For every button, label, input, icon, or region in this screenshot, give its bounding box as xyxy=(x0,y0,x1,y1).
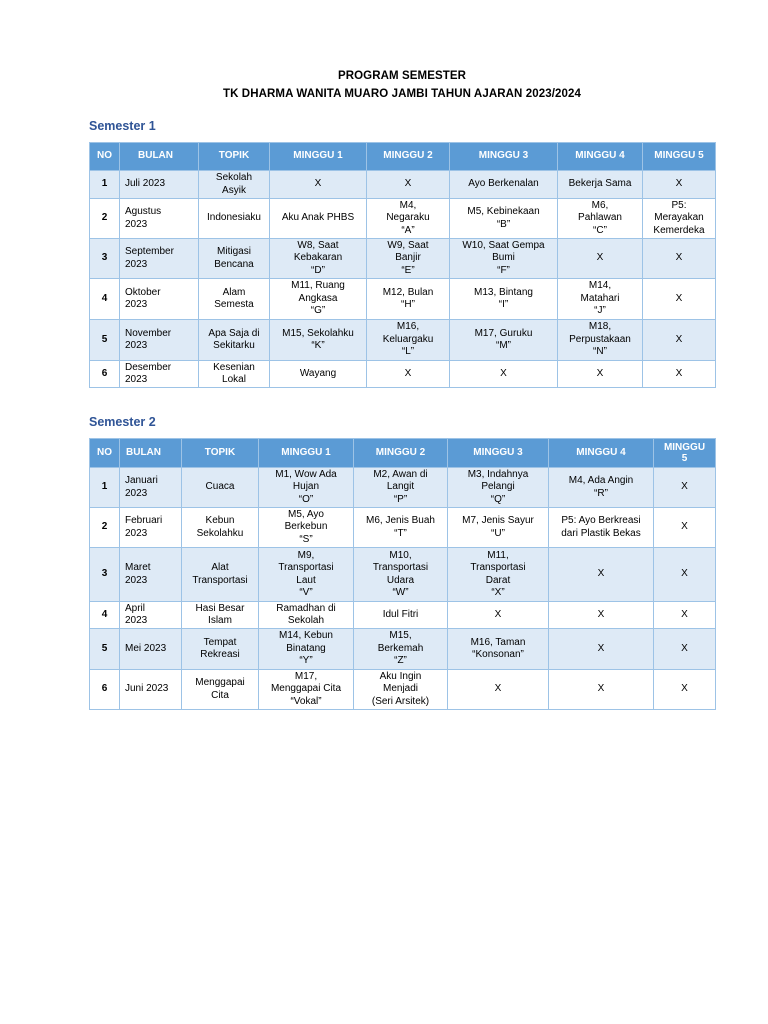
header-minggu-4: MINGGU 4 xyxy=(549,439,654,468)
row-no: 2 xyxy=(90,199,120,239)
row-minggu-1: M14, Kebun Binatang “Y” xyxy=(259,629,354,670)
row-no: 3 xyxy=(90,239,120,279)
header-minggu-4: MINGGU 4 xyxy=(558,143,643,171)
row-minggu-5: X xyxy=(654,508,716,548)
row-minggu-2: M2, Awan di Langit “P” xyxy=(354,468,448,508)
header-bulan: BULAN xyxy=(120,143,199,171)
row-minggu-3: M17, Guruku “M” xyxy=(450,320,558,361)
row-no: 2 xyxy=(90,508,120,548)
row-minggu-1: Aku Anak PHBS xyxy=(270,199,367,239)
row-minggu-2: Idul Fitri xyxy=(354,602,448,629)
row-no: 5 xyxy=(90,320,120,361)
row-minggu-4: X xyxy=(549,670,654,710)
table-row xyxy=(90,199,716,239)
table-row xyxy=(90,670,716,710)
row-minggu-2: M12, Bulan “H” xyxy=(367,279,450,320)
row-minggu-5: X xyxy=(643,361,716,388)
row-minggu-1: M17, Menggapai Cita “Vokal” xyxy=(259,670,354,710)
semester1-heading: Semester 1 xyxy=(89,119,156,133)
table-row xyxy=(90,171,716,199)
row-minggu-5: P5: Merayakan Kemerdeka xyxy=(643,199,716,239)
table-row xyxy=(90,508,716,548)
row-minggu-3: M3, Indahnya Pelangi “Q” xyxy=(448,468,549,508)
row-minggu-4: M6, Pahlawan “C” xyxy=(558,199,643,239)
header-minggu-5: MINGGU 5 xyxy=(643,143,716,171)
row-minggu-3: M5, Kebinekaan “B” xyxy=(450,199,558,239)
row-no: 4 xyxy=(90,279,120,320)
row-minggu-3: M7, Jenis Sayur “U” xyxy=(448,508,549,548)
row-minggu-1: M11, Ruang Angkasa “G” xyxy=(270,279,367,320)
header-no: NO xyxy=(90,143,120,171)
row-minggu-2: W9, Saat Banjir “E” xyxy=(367,239,450,279)
row-minggu-1: X xyxy=(270,171,367,199)
header-no: NO xyxy=(90,439,120,468)
header-minggu-2: MINGGU 2 xyxy=(354,439,448,468)
header-bulan: BULAN xyxy=(120,439,182,468)
row-no: 6 xyxy=(90,670,120,710)
document-title-line2: TK DHARMA WANITA MUARO JAMBI TAHUN AJARAN 2023/2024 xyxy=(222,88,581,100)
table-row xyxy=(90,548,716,602)
row-minggu-4: X xyxy=(549,602,654,629)
row-topik: Alam Semesta xyxy=(199,279,270,320)
row-bulan: September 2023 xyxy=(120,239,199,279)
table-row xyxy=(90,320,716,361)
row-no: 6 xyxy=(90,361,120,388)
row-bulan: Oktober 2023 xyxy=(120,279,199,320)
row-topik: Cuaca xyxy=(182,468,259,508)
row-minggu-1: W8, Saat Kebakaran “D” xyxy=(270,239,367,279)
row-bulan: April 2023 xyxy=(120,602,182,629)
row-no: 4 xyxy=(90,602,120,629)
row-minggu-3: Ayo Berkenalan xyxy=(450,171,558,199)
row-minggu-2: X xyxy=(367,171,450,199)
row-bulan: Januari 2023 xyxy=(120,468,182,508)
row-minggu-4: X xyxy=(549,629,654,670)
row-topik: Hasi Besar Islam xyxy=(182,602,259,629)
row-no: 1 xyxy=(90,171,120,199)
row-minggu-1: Wayang xyxy=(270,361,367,388)
row-bulan: Maret 2023 xyxy=(120,548,182,602)
row-minggu-3: W10, Saat Gempa Bumi “F” xyxy=(450,239,558,279)
row-minggu-5: X xyxy=(654,602,716,629)
row-minggu-3: X xyxy=(450,361,558,388)
row-topik: Alat Transportasi xyxy=(182,548,259,602)
table-row xyxy=(90,629,716,670)
table-row xyxy=(90,602,716,629)
row-minggu-2: X xyxy=(367,361,450,388)
semester1-table xyxy=(89,142,716,388)
row-minggu-1: M1, Wow Ada Hujan “O” xyxy=(259,468,354,508)
header-minggu-5: MINGGU 5 xyxy=(654,439,716,468)
row-topik: Menggapai Cita xyxy=(182,670,259,710)
table-row xyxy=(90,468,716,508)
row-topik: Sekolah Asyik xyxy=(199,171,270,199)
row-minggu-5: X xyxy=(643,320,716,361)
header-minggu-3: MINGGU 3 xyxy=(450,143,558,171)
row-minggu-3: X xyxy=(448,670,549,710)
table-row xyxy=(90,279,716,320)
row-no: 1 xyxy=(90,468,120,508)
row-minggu-4: P5: Ayo Berkreasi dari Plastik Bekas xyxy=(549,508,654,548)
row-bulan: Mei 2023 xyxy=(120,629,182,670)
semester2-header-row xyxy=(90,439,716,468)
row-minggu-4: Bekerja Sama xyxy=(558,171,643,199)
row-minggu-1: M15, Sekolahku “K” xyxy=(270,320,367,361)
header-minggu-1: MINGGU 1 xyxy=(259,439,354,468)
row-minggu-3: M16, Taman “Konsonan” xyxy=(448,629,549,670)
header-minggu-2: MINGGU 2 xyxy=(367,143,450,171)
row-minggu-2: M15, Berkemah “Z” xyxy=(354,629,448,670)
row-minggu-5: X xyxy=(654,548,716,602)
semester2-table xyxy=(89,438,716,710)
row-minggu-5: X xyxy=(654,670,716,710)
row-topik: Indonesiaku xyxy=(199,199,270,239)
row-minggu-3: X xyxy=(448,602,549,629)
row-minggu-5: X xyxy=(643,279,716,320)
row-minggu-4: M14, Matahari “J” xyxy=(558,279,643,320)
row-topik: Apa Saja di Sekitarku xyxy=(199,320,270,361)
semester2-heading: Semester 2 xyxy=(89,415,156,429)
row-topik: Kesenian Lokal xyxy=(199,361,270,388)
row-minggu-3: M13, Bintang “I” xyxy=(450,279,558,320)
header-topik: TOPIK xyxy=(182,439,259,468)
row-bulan: Juli 2023 xyxy=(120,171,199,199)
row-minggu-2: Aku Ingin Menjadi (Seri Arsitek) xyxy=(354,670,448,710)
row-minggu-4: X xyxy=(558,239,643,279)
row-minggu-5: X xyxy=(654,468,716,508)
row-minggu-2: M10, Transportasi Udara “W” xyxy=(354,548,448,602)
row-no: 3 xyxy=(90,548,120,602)
row-minggu-4: M4, Ada Angin “R” xyxy=(549,468,654,508)
document-title-line1: PROGRAM SEMESTER xyxy=(337,70,467,82)
row-minggu-4: X xyxy=(549,548,654,602)
header-topik: TOPIK xyxy=(199,143,270,171)
row-minggu-3: M11, Transportasi Darat “X” xyxy=(448,548,549,602)
row-minggu-1: Ramadhan di Sekolah xyxy=(259,602,354,629)
row-bulan: Agustus 2023 xyxy=(120,199,199,239)
table-row xyxy=(90,239,716,279)
header-minggu-3: MINGGU 3 xyxy=(448,439,549,468)
row-minggu-2: M16, Keluargaku “L” xyxy=(367,320,450,361)
row-topik: Mitigasi Bencana xyxy=(199,239,270,279)
row-minggu-4: X xyxy=(558,361,643,388)
row-minggu-2: M6, Jenis Buah “T” xyxy=(354,508,448,548)
semester1-header-row xyxy=(90,143,716,171)
row-minggu-5: X xyxy=(643,239,716,279)
row-minggu-5: X xyxy=(654,629,716,670)
row-topik: Tempat Rekreasi xyxy=(182,629,259,670)
row-bulan: Desember 2023 xyxy=(120,361,199,388)
header-minggu-1: MINGGU 1 xyxy=(270,143,367,171)
row-no: 5 xyxy=(90,629,120,670)
table-row xyxy=(90,361,716,388)
row-minggu-2: M4, Negaraku “A” xyxy=(367,199,450,239)
row-minggu-5: X xyxy=(643,171,716,199)
row-bulan: Juni 2023 xyxy=(120,670,182,710)
row-minggu-4: M18, Perpustakaan “N” xyxy=(558,320,643,361)
row-bulan: Februari 2023 xyxy=(120,508,182,548)
row-minggu-1: M9, Transportasi Laut “V” xyxy=(259,548,354,602)
row-bulan: November 2023 xyxy=(120,320,199,361)
row-minggu-1: M5, Ayo Berkebun “S” xyxy=(259,508,354,548)
row-topik: Kebun Sekolahku xyxy=(182,508,259,548)
